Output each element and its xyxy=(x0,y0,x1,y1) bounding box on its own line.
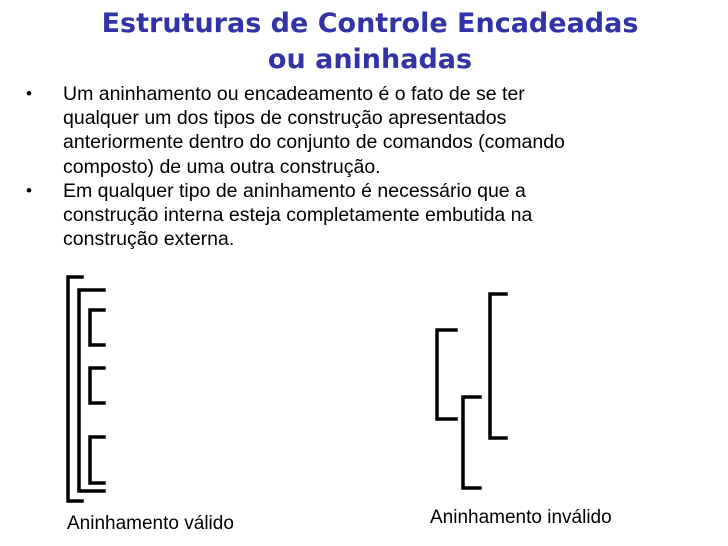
middle-bracket-valid xyxy=(79,290,104,491)
bullet-item-nesting-rule xyxy=(26,179,716,252)
caption-invalid-nesting: Aninhamento inválido xyxy=(430,507,612,528)
bracket-invalid-right xyxy=(490,294,506,438)
inner-bracket-valid-2 xyxy=(90,368,104,403)
slide-title-line-1: Estruturas de Controle Encadeadas xyxy=(101,8,639,39)
bullet-line: construção interna esteja completamente embutida na xyxy=(63,204,533,227)
bullet-line: construção externa. xyxy=(63,228,235,251)
inner-bracket-valid-3 xyxy=(90,437,104,483)
bracket-invalid-bottom xyxy=(463,397,480,488)
bracket-invalid-left xyxy=(437,330,456,419)
bullet-line: Em qualquer tipo de aninhamento é necessário que a xyxy=(63,179,526,202)
bullet-icon: • xyxy=(26,180,32,200)
bullet-line: qualquer um dos tipos de construção apresentados xyxy=(63,107,507,130)
bullet-line: composto) de uma outra construção. xyxy=(63,155,381,178)
bullet-line: anteriormente dentro do conjunto de comandos (comando xyxy=(63,131,565,154)
bullet-icon: • xyxy=(26,84,32,103)
slide-title-line-2: ou aninhadas xyxy=(267,44,473,75)
caption-valid-nesting: Aninhamento válido xyxy=(67,513,234,534)
bullet-line: Um aninhamento ou encadeamento é o fato de se ter xyxy=(63,83,525,105)
bullet-list xyxy=(26,82,716,251)
outer-bracket-valid xyxy=(68,277,82,501)
bullet-item-nesting-definition xyxy=(26,82,716,179)
inner-bracket-valid-1 xyxy=(90,310,104,345)
slide-title xyxy=(40,6,700,78)
